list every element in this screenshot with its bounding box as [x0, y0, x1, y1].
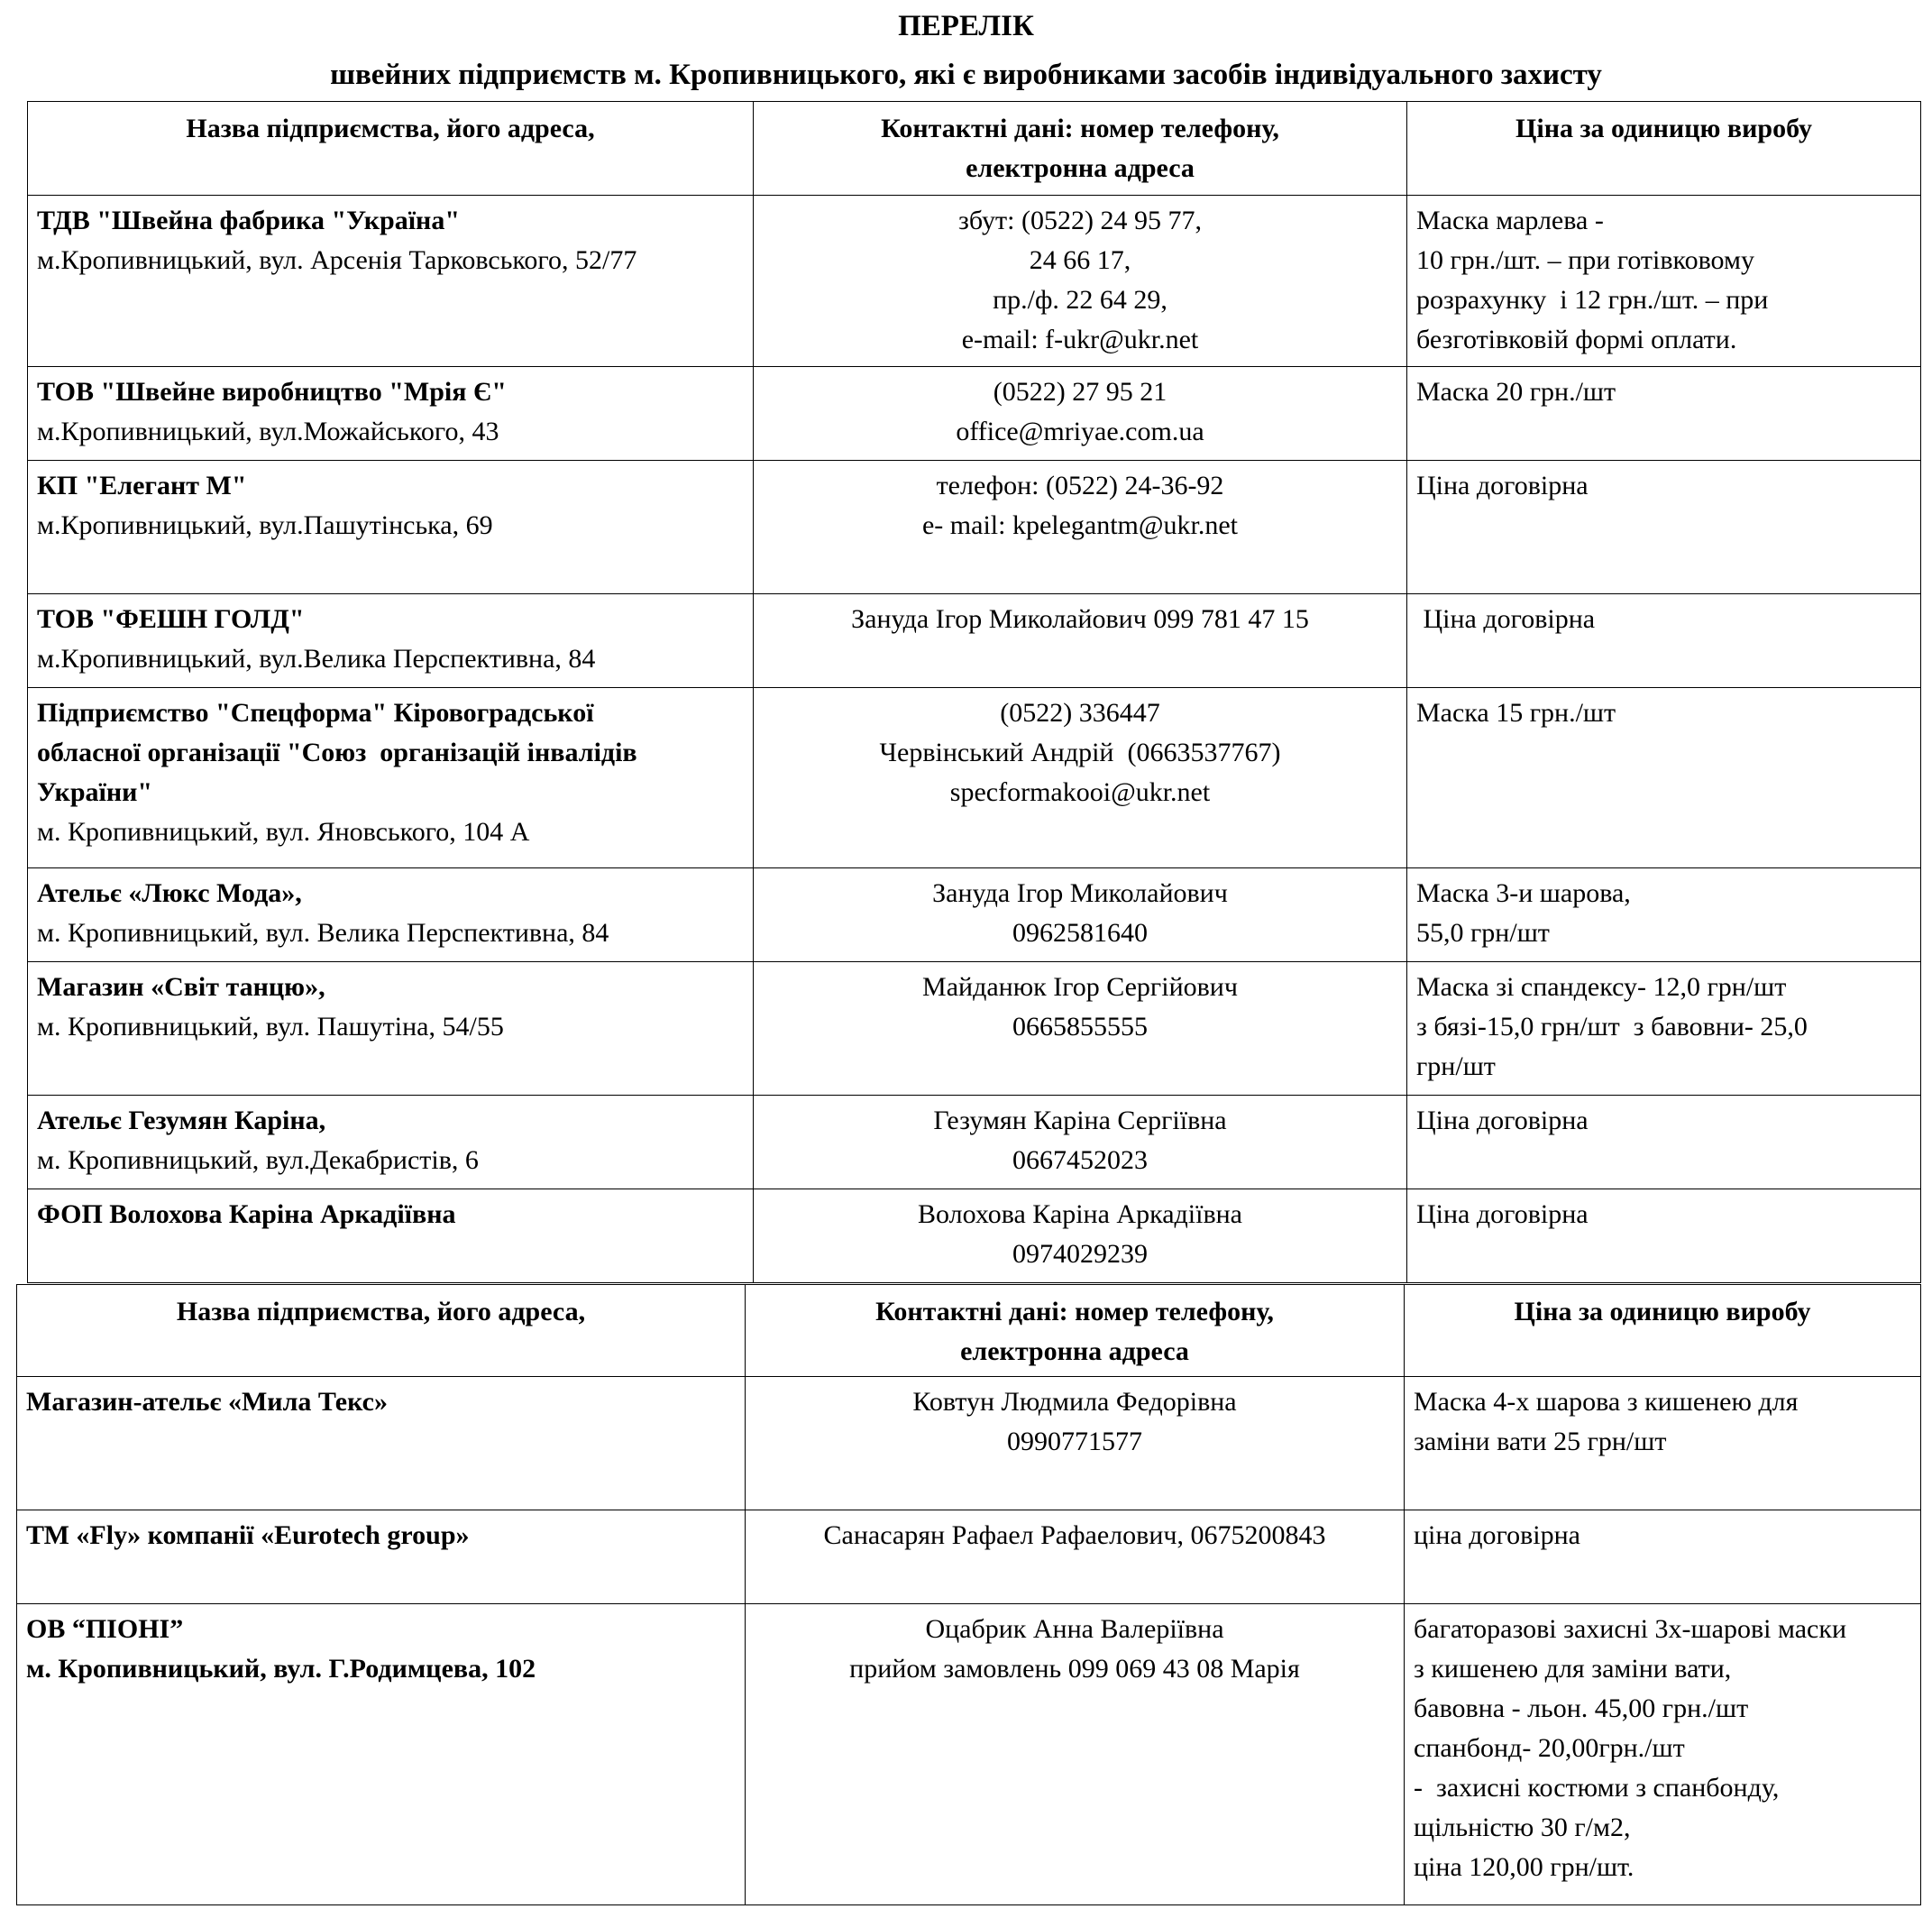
enterprises-table-2 [16, 1284, 1921, 1905]
enterprise-name: України" [37, 777, 153, 807]
enterprise-cell [28, 367, 754, 461]
enterprise-name: ОВ “ПІОНІ” [26, 1614, 184, 1644]
price-line: 10 грн./шт. – при готівковому [1416, 245, 1754, 275]
contacts-cell [754, 868, 1407, 962]
contact-line: 0667452023 [1012, 1145, 1148, 1175]
contact-line: 24 66 17, [1029, 245, 1131, 275]
price-cell [1407, 688, 1921, 868]
table-row [28, 594, 1921, 688]
price-cell [1407, 367, 1921, 461]
price-line: багаторазові захисні 3х-шарові маски [1414, 1614, 1846, 1644]
price-cell [1405, 1510, 1921, 1604]
price-line: 55,0 грн/шт [1416, 918, 1550, 948]
price-cell [1407, 594, 1921, 688]
table-header-row [28, 102, 1921, 196]
table-row [28, 367, 1921, 461]
table-row [28, 1189, 1921, 1283]
price-line: - захисні костюми з спанбонду, [1414, 1773, 1780, 1803]
enterprises-table-1 [27, 101, 1921, 1283]
enterprise-name: КП "Елегант М" [37, 471, 247, 500]
price-line: заміни вати 25 грн/шт [1414, 1427, 1667, 1456]
contact-line: e- mail: kpelegantm@ukr.net [921, 510, 1239, 540]
enterprise-name: Підприємство "Спецформа" Кіровоградської [37, 698, 594, 728]
enterprise-cell [28, 1096, 754, 1189]
contacts-cell [754, 367, 1407, 461]
contact-line: Зануда Ігор Миколайович 099 781 47 15 [851, 604, 1309, 634]
contact-line: 0974029239 [1012, 1239, 1148, 1269]
price-line: безготівковій формі оплати. [1416, 325, 1737, 354]
enterprise-address: м.Кропивницький, вул.Пашутінська, 69 [37, 510, 493, 540]
contact-line: Волохова Каріна Аркадіївна [918, 1199, 1242, 1229]
table-row [28, 868, 1921, 962]
contacts-cell [754, 1189, 1407, 1283]
enterprise-address: м. Кропивницький, вул. Велика Перспективна, 84 [37, 918, 609, 948]
contact-line: прийом замовлень 099 069 43 08 Марія [849, 1654, 1300, 1684]
header-contacts [754, 102, 1407, 196]
contact-line: 0665855555 [1012, 1012, 1148, 1042]
contacts-cell [754, 688, 1407, 868]
price-line: з бязі-15,0 грн/шт з бавовни- 25,0 [1416, 1012, 1808, 1042]
price-line: Маска зі спандексу- 12,0 грн/шт [1416, 972, 1787, 1002]
enterprise-name: Магазин-ательє «Мила Текс» [26, 1387, 388, 1417]
contact-line: Ковтун Людмила Федорівна [912, 1387, 1237, 1417]
enterprise-cell [28, 594, 754, 688]
price-line: з кишенею для заміни вати, [1414, 1654, 1732, 1684]
price-cell [1407, 461, 1921, 594]
enterprise-name: ТОВ "Швейне виробництво "Мрія Є" [37, 377, 507, 407]
price-line: Маска 15 грн./шт [1416, 698, 1616, 728]
table-header-row [17, 1285, 1921, 1377]
header-name-address: Назва підприємства, його адреса, [17, 1285, 746, 1377]
enterprise-name: ФОП Волохова Каріна Аркадіївна [37, 1199, 456, 1229]
enterprise-name: ТДВ "Швейна фабрика "Україна" [37, 206, 460, 235]
header-contacts-line2: електронна адреса [960, 1336, 1189, 1366]
price-cell [1407, 1189, 1921, 1283]
price-line: грн/шт [1416, 1051, 1496, 1081]
contact-line: (0522) 336447 [1000, 698, 1160, 728]
enterprise-cell [17, 1604, 746, 1905]
price-line: Ціна договірна [1416, 604, 1596, 634]
enterprise-cell [17, 1377, 746, 1510]
table-row [17, 1604, 1921, 1905]
enterprise-cell [28, 196, 754, 367]
contact-line: specformakooi@ukr.net [949, 777, 1211, 807]
contacts-cell [746, 1510, 1405, 1604]
enterprise-name: обласної організації "Союз організацій інвалідів [37, 738, 637, 767]
table-row [28, 1096, 1921, 1189]
contacts-cell [754, 962, 1407, 1096]
contacts-cell [746, 1377, 1405, 1510]
contact-line: 0990771577 [1007, 1427, 1142, 1456]
table-row [28, 688, 1921, 868]
price-line: розрахунку і 12 грн./шт. – при [1416, 285, 1769, 315]
header-contacts [746, 1285, 1405, 1377]
contact-line: e-mail: f-ukr@ukr.net [961, 325, 1199, 354]
price-cell [1407, 962, 1921, 1096]
price-cell [1407, 196, 1921, 367]
document-title: ПЕРЕЛІК [898, 10, 1034, 42]
table-row [28, 196, 1921, 367]
contact-line: (0522) 27 95 21 [993, 377, 1167, 407]
contacts-cell [754, 594, 1407, 688]
enterprise-cell [28, 962, 754, 1096]
contacts-cell [754, 196, 1407, 367]
contact-line: 0962581640 [1012, 918, 1148, 948]
table-row [17, 1377, 1921, 1510]
contact-line: Санасарян Рафаел Рафаелович, 0675200843 [823, 1520, 1326, 1550]
enterprise-address: м.Кропивницький, вул.Велика Перспективна, 84 [37, 644, 596, 674]
header-contacts-line2: електронна адреса [966, 153, 1195, 183]
price-line: Маска 20 грн./шт [1416, 377, 1616, 407]
header-price: Ціна за одиницю виробу [1407, 102, 1921, 196]
enterprise-address: м. Кропивницький, вул. Пашутіна, 54/55 [37, 1012, 504, 1042]
contact-line: Гезумян Каріна Сергіївна [933, 1106, 1227, 1135]
contact-line: office@mriyae.com.ua [956, 417, 1204, 446]
enterprise-address: м. Кропивницький, вул.Декабристів, 6 [37, 1145, 479, 1175]
enterprise-name: м. Кропивницький, вул. Г.Родимцева, 102 [26, 1654, 536, 1684]
contacts-cell [754, 461, 1407, 594]
document-subtitle: швейних підприємств м. Кропивницького, які є виробниками засобів індивідуального захисту [330, 59, 1602, 91]
price-line: Маска 3-и шарова, [1416, 878, 1631, 908]
price-line: Ціна договірна [1416, 1199, 1589, 1229]
contact-line: Майданюк Ігор Сергійович [922, 972, 1238, 1002]
price-line: спанбонд- 20,00грн./шт [1414, 1733, 1685, 1763]
header-contacts-line1: Контактні дані: номер телефону, [875, 1297, 1274, 1326]
enterprise-cell [28, 1189, 754, 1283]
contact-line: Червінський Андрій (0663537767) [879, 738, 1281, 767]
enterprise-cell [17, 1510, 746, 1604]
contact-line: пр./ф. 22 64 29, [993, 285, 1167, 315]
price-line: ціна 120,00 грн/шт. [1414, 1852, 1634, 1882]
header-name-address: Назва підприємства, його адреса, [28, 102, 754, 196]
table-row [28, 461, 1921, 594]
enterprise-cell [28, 688, 754, 868]
table-row [17, 1510, 1921, 1604]
price-cell [1405, 1377, 1921, 1510]
header-price: Ціна за одиницю виробу [1405, 1285, 1921, 1377]
contact-line: телефон: (0522) 24-36-92 [936, 471, 1224, 500]
enterprise-cell [28, 868, 754, 962]
enterprise-name: Ательє Гезумян Каріна, [37, 1106, 326, 1135]
price-line: Маска марлева - [1416, 206, 1604, 235]
enterprise-name: Магазин «Світ танцю», [37, 972, 325, 1002]
contacts-cell [746, 1604, 1405, 1905]
enterprise-address: м.Кропивницький, вул. Арсенія Тарковського, 52/77 [37, 245, 637, 275]
table-row [28, 962, 1921, 1096]
contact-line: збут: (0522) 24 95 77, [958, 206, 1202, 235]
enterprise-name: ТОВ "ФЕШН ГОЛД" [37, 604, 305, 634]
price-line: ціна договірна [1414, 1520, 1580, 1550]
enterprise-name: ТМ «Fly» компанії «Eurotech group» [26, 1520, 470, 1550]
price-cell [1407, 1096, 1921, 1189]
header-contacts-line1: Контактні дані: номер телефону, [881, 114, 1279, 143]
price-line: Ціна договірна [1416, 471, 1589, 500]
price-line: щільністю 30 г/м2, [1414, 1813, 1631, 1842]
price-line: бавовна - льон. 45,00 грн./шт [1414, 1693, 1749, 1723]
enterprise-cell [28, 461, 754, 594]
enterprise-name: Ательє «Люкс Мода», [37, 878, 302, 908]
contact-line: Зануда Ігор Миколайович [932, 878, 1228, 908]
price-cell [1407, 868, 1921, 962]
price-line: Маска 4-х шарова з кишенею для [1414, 1387, 1799, 1417]
contacts-cell [754, 1096, 1407, 1189]
price-line: Ціна договірна [1416, 1106, 1589, 1135]
enterprise-address: м.Кропивницький, вул.Можайського, 43 [37, 417, 499, 446]
contact-line: Оцабрик Анна Валеріївна [925, 1614, 1224, 1644]
enterprise-address: м. Кропивницький, вул. Яновського, 104 А [37, 817, 530, 847]
price-cell [1405, 1604, 1921, 1905]
